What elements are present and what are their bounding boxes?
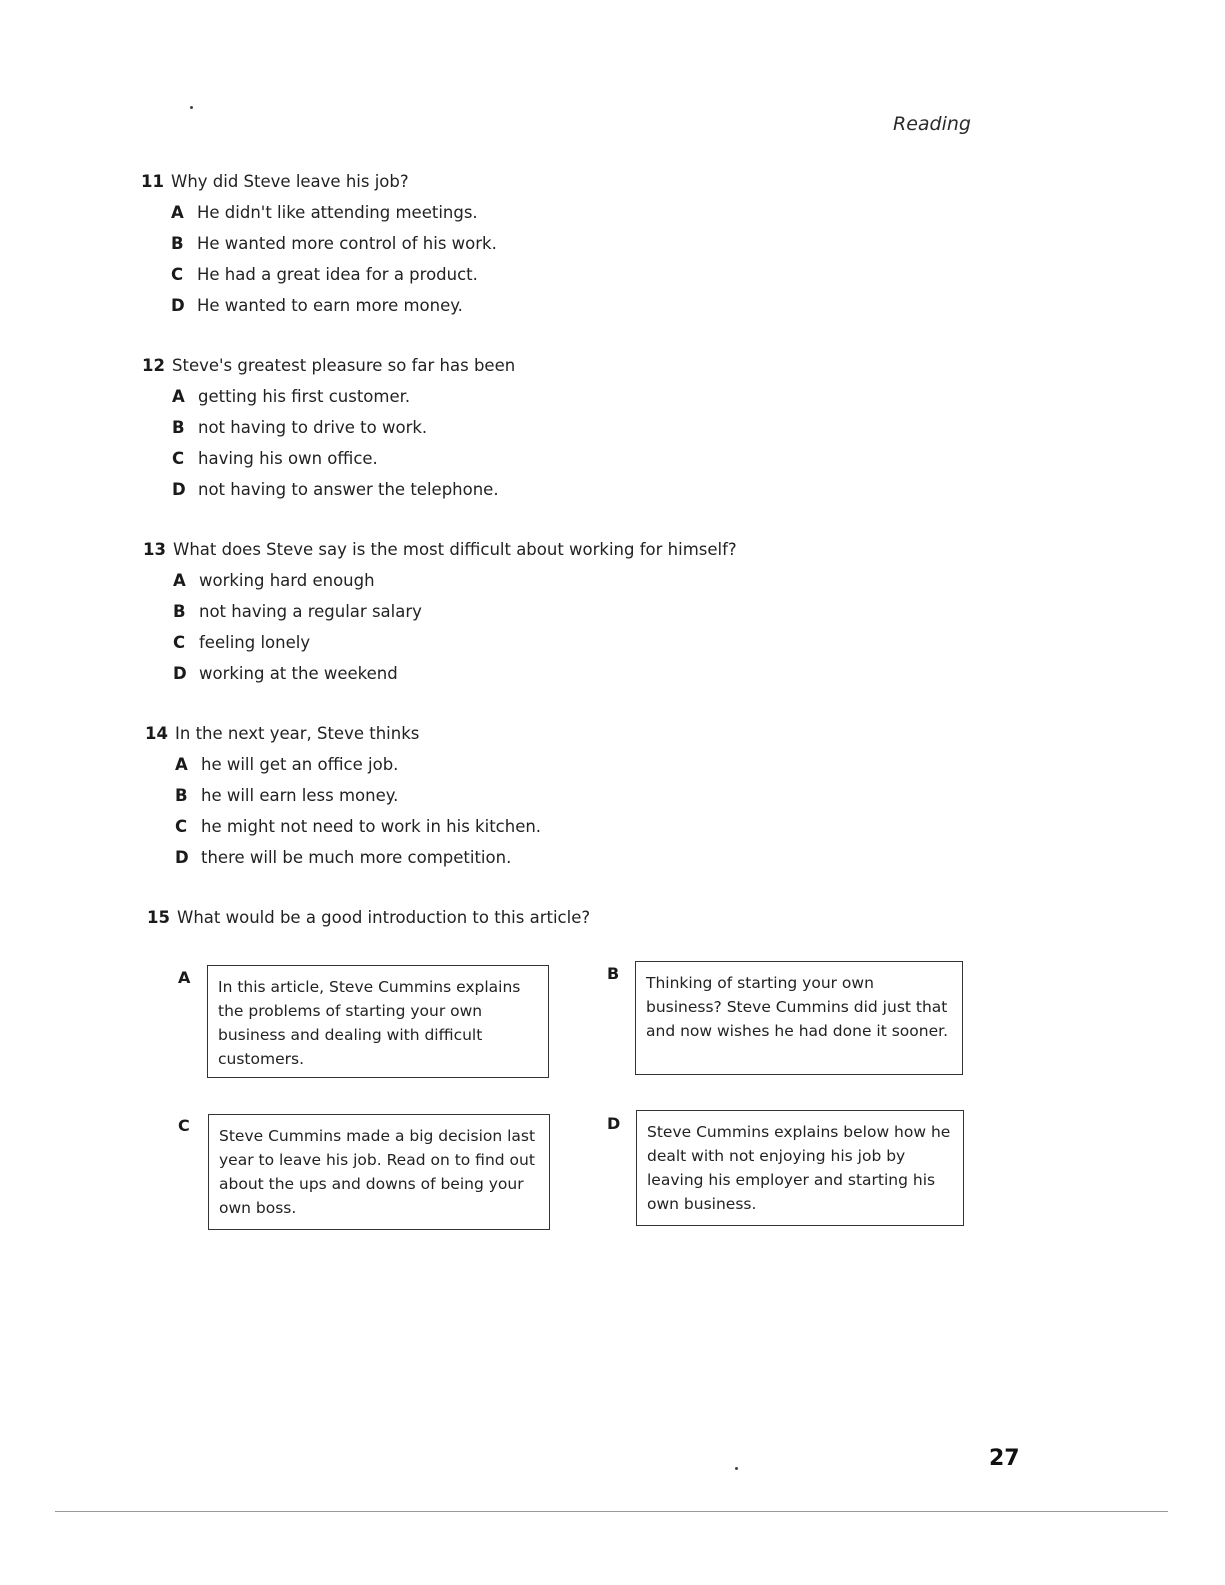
section-title: Reading [893,113,971,135]
option-letter: D [175,848,189,867]
question-text: What would be a good introduction to this article? [177,908,591,927]
option-text: getting his first customer. [198,387,411,406]
option-c[interactable] [143,633,737,664]
option-letter: A [171,203,184,222]
question-text: What does Steve say is the most difficult about working for himself? [173,540,737,559]
option-text: there will be much more competition. [201,848,512,867]
option-letter: B [172,418,185,437]
option-text: not having a regular salary [199,602,422,621]
option-text: He wanted to earn more money. [197,296,463,315]
option-text: he will get an office job. [201,755,399,774]
option-letter: C [175,817,188,836]
option-b[interactable] [141,234,497,265]
option-letter: C [173,633,186,652]
scan-speck [190,106,193,109]
option-a[interactable] [142,387,515,418]
intro-option-d[interactable] [636,1110,964,1226]
question-number: 13 [143,540,166,559]
page-number: 27 [989,1446,1020,1471]
option-b[interactable] [142,418,515,449]
option-letter: B [171,234,184,253]
option-text: working at the weekend [199,664,398,683]
question-text: In the next year, Steve thinks [175,724,420,743]
option-text: not having to drive to work. [198,418,428,437]
intro-letter-a: A [178,968,191,987]
option-letter: B [175,786,188,805]
option-d[interactable] [142,480,515,511]
scan-speck [735,1467,738,1470]
intro-text: In this article, Steve Cummins explains the problems of starting your own business and dealing with difficult customers. [218,978,521,1068]
intro-text: Thinking of starting your own business? Steve Cummins did just that and now wishes he had done it sooner. [646,974,948,1040]
option-b[interactable] [143,602,737,633]
intro-letter-b: B [607,964,620,983]
option-a[interactable] [143,571,737,602]
question-13 [143,540,737,695]
option-letter: D [172,480,186,499]
option-text: he might not need to work in his kitchen. [201,817,542,836]
option-text: He wanted more control of his work. [197,234,497,253]
option-text: feeling lonely [199,633,311,652]
intro-option-b[interactable] [635,961,963,1075]
option-a[interactable] [145,755,541,786]
option-letter: A [172,387,185,406]
question-number: 15 [147,908,170,927]
intro-letter-c: C [178,1116,190,1135]
option-c[interactable] [142,449,515,480]
intro-text: Steve Cummins explains below how he dealt with not enjoying his job by leaving his employer and starting his own business. [647,1123,951,1213]
option-d[interactable] [141,296,497,327]
question-number: 12 [142,356,165,375]
option-letter: C [172,449,185,468]
option-text: having his own office. [198,449,378,468]
option-c[interactable] [141,265,497,296]
option-letter: A [175,755,188,774]
question-number: 14 [145,724,168,743]
intro-option-c[interactable] [208,1114,550,1230]
question-11 [141,172,497,327]
question-12 [142,356,515,511]
option-text: he will earn less money. [201,786,399,805]
question-text: Steve's greatest pleasure so far has been [172,356,516,375]
option-letter: D [171,296,185,315]
option-text: He didn't like attending meetings. [197,203,478,222]
option-letter: C [171,265,184,284]
bottom-rule [55,1511,1168,1512]
option-letter: A [173,571,186,590]
question-text: Why did Steve leave his job? [171,172,409,191]
option-letter: B [173,602,186,621]
option-text: working hard enough [199,571,375,590]
question-number: 11 [141,172,164,191]
option-c[interactable] [145,817,541,848]
intro-text: Steve Cummins made a big decision last year to leave his job. Read on to find out about the ups and downs of being your own boss. [219,1127,536,1217]
option-text: He had a great idea for a product. [197,265,478,284]
option-text: not having to answer the telephone. [198,480,499,499]
option-d[interactable] [145,848,541,879]
question-15 [147,908,590,939]
option-a[interactable] [141,203,497,234]
option-d[interactable] [143,664,737,695]
intro-option-a[interactable] [207,965,549,1078]
question-14 [145,724,541,879]
option-b[interactable] [145,786,541,817]
intro-letter-d: D [607,1114,621,1133]
option-letter: D [173,664,187,683]
